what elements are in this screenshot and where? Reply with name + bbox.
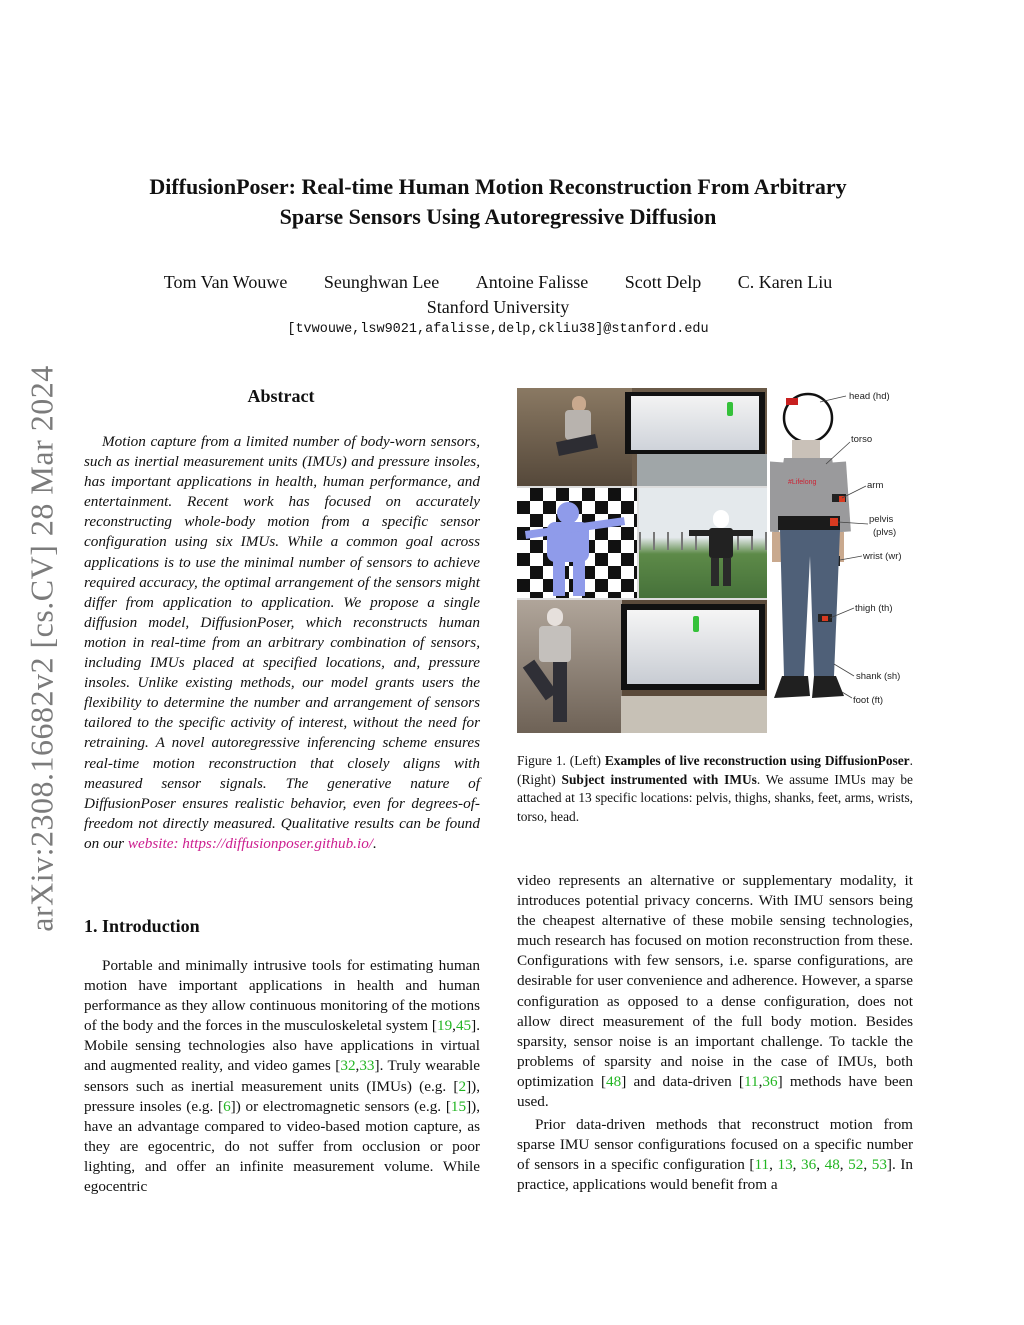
photo-panel-checkerboard — [517, 488, 637, 598]
citation-link[interactable]: 48 — [824, 1156, 840, 1174]
text: , — [816, 1156, 825, 1174]
citation-link[interactable]: 33 — [359, 1057, 375, 1075]
text: , — [792, 1156, 802, 1174]
right-shoe — [812, 676, 844, 698]
torso-shirt — [776, 458, 840, 516]
affiliation: Stanford University — [426, 297, 570, 317]
citation-link[interactable]: 48 — [606, 1072, 622, 1090]
text: ]. Mobile sensing technologies also have applications in virtual and augmented reality, and video games [ — [84, 1017, 480, 1075]
citation-link[interactable]: 13 — [777, 1156, 793, 1174]
citation-link[interactable]: 11 — [754, 1156, 770, 1174]
arxiv-identifier: arXiv:2308.16682v2 [cs.CV] 28 Mar 2024 — [23, 365, 60, 932]
label-pelvis: pelvis — [869, 514, 894, 525]
author: C. Karen Liu — [737, 272, 833, 292]
label-pelvis-abbr: (plvs) — [873, 527, 897, 538]
text: ]. In practice, applications would benefit from a — [517, 1156, 914, 1194]
abstract-heading: Abstract — [247, 386, 315, 406]
citation-link[interactable]: 6 — [223, 1097, 231, 1115]
photo-panel-bottom — [517, 600, 767, 733]
citation-link[interactable]: 52 — [848, 1156, 864, 1174]
text: , — [839, 1156, 849, 1174]
text: , — [863, 1156, 872, 1174]
caption-bold: Subject instrumented with IMUs — [561, 771, 757, 787]
citation-link[interactable]: 32 — [340, 1057, 356, 1075]
text: ]) or electromagnetic sensors (e.g. [ — [230, 1097, 451, 1115]
label-wrist: wrist (wr) — [863, 551, 902, 562]
label-foot: foot (ft) — [853, 695, 884, 706]
text: Prior data-driven methods that reconstruct motion from sparse IMU sensor configurations focused on a specific number of sensors in a specific configuration [ — [517, 1116, 913, 1174]
abstract-end: . — [373, 834, 377, 852]
label-head: head (hd) — [849, 391, 890, 402]
text: ] methods have been used. — [517, 1072, 913, 1111]
caption-bold: Examples of live reconstruction using DiffusionPoser — [604, 753, 910, 768]
left-shoe — [774, 676, 810, 698]
citation-link[interactable]: 19 — [436, 1017, 453, 1035]
citation-link[interactable]: 2 — [458, 1077, 467, 1095]
text: video represents an alternative or supplementary modality, it introduces potential privacy concerns. With IMU sensors being the cheapest alternative of these mobile sensing technologies, much research has focused on motion reconstruction from these. Configurations with few sensors, i.e. sparse configurations, are desirable for user convenience and adherence. However, a sparse configuration as opposed to a dense configuration, does not allow direct measurement of the full body motion. Besides sparsity, sensor noise is an important challenge. To tackle the problems of sparsity and noise in the case of IMUs, both optimization [ — [517, 872, 913, 1090]
title-line-1: DiffusionPoser: Real-time Human Motion Reconstruction From Arbitrary — [149, 174, 847, 199]
caption-text: Figure 1. (Left) — [517, 753, 605, 768]
text: , — [758, 1072, 763, 1090]
author-email: [tvwouwe,lsw9021,afalisse,delp,ckliu38]@stanford.edu — [287, 322, 709, 337]
intro-paragraph — [84, 956, 480, 1197]
text: ]), have an advantage compared to video-based motion capture, as they are egocentric, do not suffer from occlusion or poor lighting, and offer an infinite measurement volume. While egocentric — [84, 1097, 480, 1196]
caption-text: . We assume IMUs may be attached at 13 specific locations: pelvis, thighs, shanks, feet, arms, wrists, torso, head. — [517, 771, 914, 824]
text: Portable and minimally intrusive tools for estimating human motion have important applications in health and human performance as they allow continuous monitoring of the motions of the body and the forces in the musculoskeletal system [ — [84, 957, 480, 1035]
paper-title — [80, 172, 916, 232]
imu-thigh — [822, 616, 828, 621]
label-arm: arm — [867, 480, 884, 491]
section-heading-introduction: 1. Introduction — [84, 916, 200, 936]
abstract-body — [84, 432, 480, 854]
abstract-text: Motion capture from a limited number of body-worn sensors, such as inertial measurement units (IMUs) and pressure insoles, has important applications in health, human performance, and entertainment. Recent work has focused on accurately reconstructing whole-body motion from a specific sensor configuration using six IMUs. While a common goal across applications is to use the minimal number of sensors to achieve required accuracy, the optimal arrangement of the sensors might differ from application to application. We propose a single diffusion model, DiffusionPoser, which reconstructs human motion in real-time from an arbitrary combination of sensors, including IMUs placed at specified locations, and, pressure insoles. Unlike existing methods, our model grants users the flexibility to determine the number and arrangement of sensors tailored to the specific activity of interest, without the need for retraining. A novel autoregressive inferencing scheme ensures real-time motion reconstruction that closely aligns with measured sensor signals. The generative nature of DiffusionPoser ensures realistic behavior, even for degrees-of-freedom not directly measured. Qualitative results can be found on our — [84, 433, 480, 852]
citation-link[interactable]: 36 — [801, 1156, 817, 1174]
author: Seunghwan Lee — [323, 272, 440, 292]
figure-1-caption — [517, 752, 913, 826]
imu-head-marker — [786, 398, 798, 405]
jeans — [780, 530, 840, 676]
figure-1-left-photos — [517, 388, 767, 733]
citation-link[interactable]: 15 — [450, 1097, 467, 1115]
shirt-logo-text: #Lifelong — [788, 479, 817, 486]
caption-text: . (Right) — [517, 753, 913, 787]
citation-link[interactable]: 53 — [871, 1156, 887, 1174]
author-list — [80, 270, 916, 294]
right-paragraph-1 — [517, 871, 913, 1112]
label-shank: shank (sh) — [856, 671, 901, 682]
citation-link[interactable]: 11 — [743, 1072, 759, 1090]
author: Antoine Falisse — [475, 272, 589, 292]
right-paragraph-2 — [517, 1115, 913, 1195]
citation-link[interactable]: 36 — [762, 1072, 778, 1090]
title-line-2: Sparse Sensors Using Autoregressive Diffusion — [279, 204, 717, 229]
text: , — [452, 1017, 456, 1035]
text: , — [769, 1156, 778, 1174]
author: Scott Delp — [624, 272, 702, 292]
website-link[interactable]: website: https://diffusionposer.github.io/ — [127, 834, 374, 852]
imu-pelvis — [830, 518, 838, 526]
photo-panel-outdoor — [639, 488, 767, 598]
label-torso: torso — [851, 434, 873, 445]
text: , — [355, 1057, 360, 1075]
citation-link[interactable]: 45 — [455, 1017, 472, 1035]
text: ]. Truly wearable sensors such as inertial measurement units (IMUs) (e.g. [ — [84, 1057, 480, 1095]
text: ] and data-driven [ — [621, 1072, 744, 1090]
label-thigh: thigh (th) — [855, 603, 893, 614]
photo-panel-top — [517, 388, 767, 486]
author: Tom Van Wouwe — [163, 272, 288, 292]
text: ]), pressure insoles (e.g. [ — [84, 1077, 480, 1115]
